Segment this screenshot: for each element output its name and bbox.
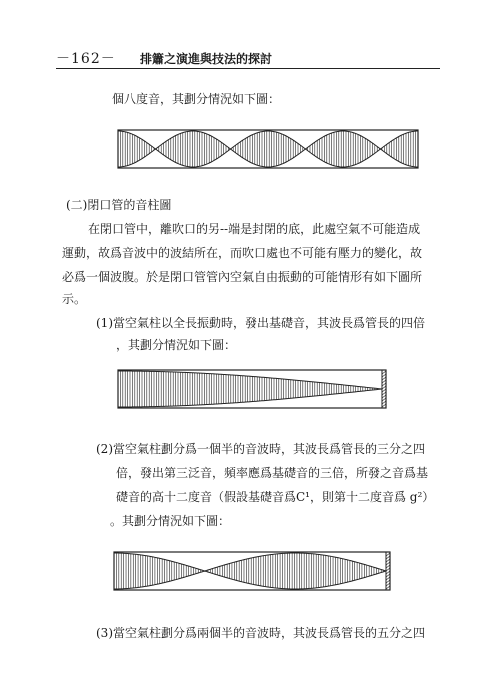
header-rule: [56, 68, 440, 69]
list-item-fifth-partial: (3)當空氣柱劃分爲兩個半的音波時，其波長爲管長的五分之四: [96, 626, 426, 640]
paragraph-closed-pipe-line: 在閉口管中，離吹口的另--端是封閉的底，此處空氣不可能造成: [88, 222, 421, 236]
list-item-third-partial-cont: 礎音的高十二度音（假設基礎音爲C¹，則第十二度音爲 g²）: [116, 490, 435, 504]
running-header-title: 排簫之演進與技法的探討: [140, 52, 273, 66]
closed-pipe-third-partial-diagram: [112, 550, 392, 592]
list-item-fundamental-cont: ，其劃分情況如下圖：: [116, 338, 237, 352]
closed-pipe-fundamental-diagram: [116, 368, 388, 410]
paragraph-closed-pipe-line: 必爲一個波腹。於是閉口管管內空氣自由振動的可能情形有如下圖所: [62, 270, 423, 284]
wave-envelope: [118, 149, 418, 167]
paragraph-closed-pipe-line: 運動，故爲音波中的波結所在，而吹口處也不可能有壓力的變化，故: [62, 246, 423, 260]
page-number: －162－: [56, 51, 116, 67]
list-item-third-partial: (2)當空氣柱劃分爲一個半的音波時，其波長爲管長的三分之四: [96, 442, 426, 456]
list-item-fundamental: (1)當空氣柱以全長振動時，發出基礎音，其波長爲管長的四倍: [96, 316, 426, 330]
wave-envelope: [118, 131, 418, 149]
section-heading: (二)閉口管的音柱圖: [66, 198, 172, 212]
paragraph-octave-intro: 個八度音，其劃分情況如下圖：: [112, 92, 281, 106]
paragraph-closed-pipe-line: 示。: [62, 292, 87, 306]
list-item-third-partial-cont: 倍，發出第三泛音，頻率應爲基礎音的三倍，所發之音爲基: [116, 466, 429, 480]
list-item-third-partial-cont: 。其劃分情況如下圖：: [110, 514, 231, 528]
open-pipe-wave-diagram: [116, 128, 420, 170]
pipe-outline: [118, 130, 418, 168]
